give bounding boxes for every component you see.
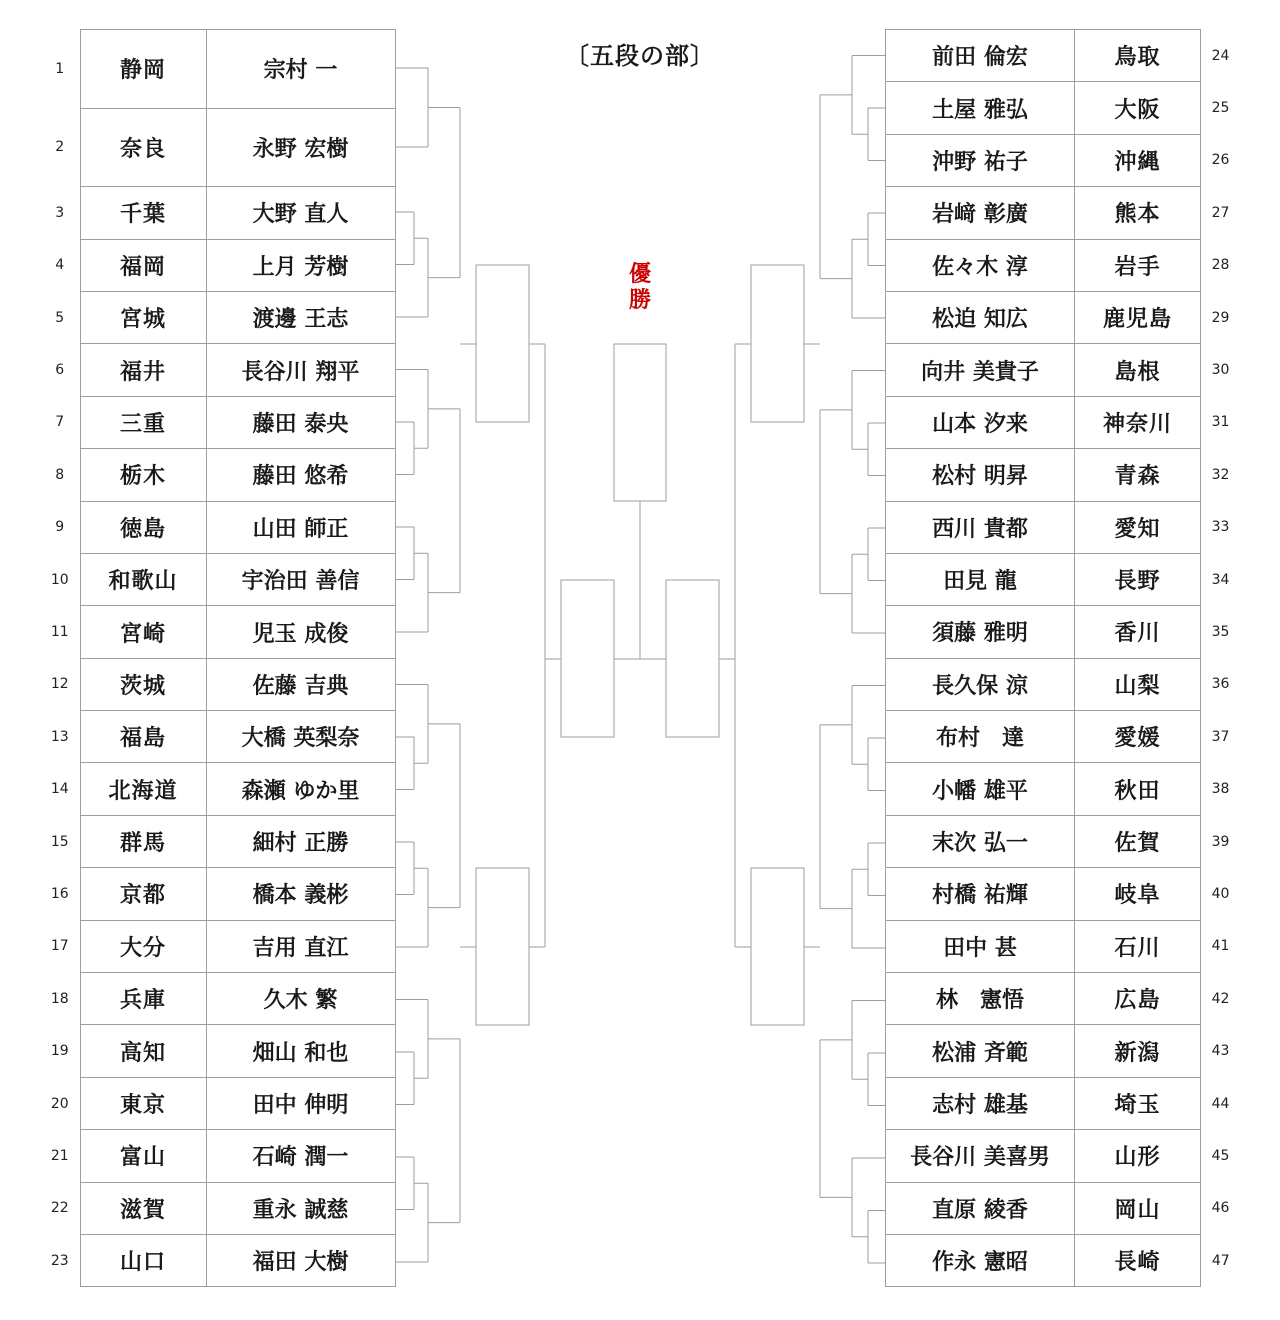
player-row [40, 815, 395, 867]
prefecture: 長野 [1075, 553, 1201, 605]
player-name: 吉用 直江 [206, 920, 395, 972]
player-name: 小幡 雄平 [886, 763, 1075, 815]
seed-number: 29 [1211, 309, 1230, 326]
left-players-table [40, 29, 396, 1287]
player-name: 森瀬 ゆか里 [206, 763, 395, 815]
prefecture: 岐阜 [1075, 868, 1201, 920]
prefecture: 千葉 [80, 187, 206, 239]
player-name: 林 憲悟 [886, 973, 1075, 1025]
player-row [40, 868, 395, 920]
player-row [40, 1130, 395, 1182]
player-name: 藤田 悠希 [206, 449, 395, 501]
prefecture: 熊本 [1075, 187, 1201, 239]
prefecture: 高知 [80, 1025, 206, 1077]
prefecture: 茨城 [80, 658, 206, 710]
prefecture: 東京 [80, 1077, 206, 1129]
bracket-box [614, 344, 666, 501]
player-name: 田中 伸明 [206, 1077, 395, 1129]
player-name: 児玉 成俊 [206, 606, 395, 658]
player-name: 山本 汐来 [886, 396, 1075, 448]
player-row [886, 606, 1241, 658]
prefecture: 愛媛 [1075, 711, 1201, 763]
prefecture: 岡山 [1075, 1182, 1201, 1234]
player-name: 佐々木 淳 [886, 239, 1075, 291]
seed-number: 41 [1211, 938, 1230, 955]
player-name: 松迫 知広 [886, 291, 1075, 343]
prefecture: 大分 [80, 920, 206, 972]
player-row [40, 239, 395, 291]
player-name: 田中 甚 [886, 920, 1075, 972]
prefecture: 和歌山 [80, 553, 206, 605]
player-name: 上月 芳樹 [206, 239, 395, 291]
player-row [40, 553, 395, 605]
prefecture: 徳島 [80, 501, 206, 553]
seed-number: 28 [1211, 257, 1230, 274]
player-name: 沖野 祐子 [886, 134, 1075, 186]
player-row [886, 1234, 1241, 1286]
player-row [40, 973, 395, 1025]
seed-number: 10 [50, 571, 69, 588]
seed-number: 33 [1211, 519, 1230, 536]
player-row [40, 711, 395, 763]
player-row [40, 108, 395, 187]
player-row [886, 187, 1241, 239]
prefecture: 愛知 [1075, 501, 1201, 553]
player-row [40, 1235, 395, 1287]
player-row [40, 920, 395, 972]
seed-number: 22 [50, 1200, 69, 1217]
prefecture: 福島 [80, 711, 206, 763]
player-name: 畑山 和也 [206, 1025, 395, 1077]
player-name: 橋本 義彬 [206, 868, 395, 920]
prefecture: 神奈川 [1075, 396, 1201, 448]
seed-number: 12 [50, 676, 69, 693]
player-name: 宇治田 善信 [206, 553, 395, 605]
prefecture: 岩手 [1075, 239, 1201, 291]
player-name: 大野 直人 [206, 187, 395, 239]
prefecture: 秋田 [1075, 763, 1201, 815]
player-row [40, 1025, 395, 1077]
seed-number: 42 [1211, 990, 1230, 1007]
player-row [40, 30, 395, 109]
player-name: 佐藤 吉典 [206, 658, 395, 710]
player-row [40, 763, 395, 815]
player-row [886, 763, 1241, 815]
bracket-box [751, 265, 804, 422]
player-name: 向井 美貴子 [886, 344, 1075, 396]
player-row [886, 239, 1241, 291]
seed-number: 17 [50, 938, 69, 955]
player-row [886, 1025, 1241, 1077]
seed-number: 7 [55, 414, 65, 431]
player-row [886, 868, 1241, 920]
player-name: 福田 大樹 [206, 1235, 395, 1287]
seed-number: 14 [50, 781, 69, 798]
prefecture: 山梨 [1075, 658, 1201, 710]
seed-number: 30 [1211, 362, 1230, 379]
prefecture: 佐賀 [1075, 815, 1201, 867]
player-row [886, 658, 1241, 710]
player-row [886, 291, 1241, 343]
player-row [886, 134, 1241, 186]
seed-number: 23 [50, 1252, 69, 1269]
prefecture: 島根 [1075, 344, 1201, 396]
seed-number: 39 [1211, 833, 1230, 850]
player-row [40, 1182, 395, 1234]
bracket-box [561, 580, 614, 737]
seed-number: 43 [1211, 1043, 1230, 1060]
seed-number: 4 [55, 257, 65, 274]
prefecture: 福岡 [80, 239, 206, 291]
player-name: 須藤 雅明 [886, 606, 1075, 658]
prefecture: 青森 [1075, 449, 1201, 501]
player-row [886, 501, 1241, 553]
seed-number: 19 [50, 1043, 69, 1060]
page-title: 〔五段の部〕 [565, 42, 715, 70]
seed-number: 16 [50, 885, 69, 902]
seed-number: 35 [1211, 623, 1230, 640]
player-row [886, 1182, 1241, 1234]
player-name: 志村 雄基 [886, 1077, 1075, 1129]
prefecture: 長崎 [1075, 1234, 1201, 1286]
prefecture: 宮崎 [80, 606, 206, 658]
player-name: 重永 誠慈 [206, 1182, 395, 1234]
seed-number: 37 [1211, 728, 1230, 745]
player-name: 長谷川 翔平 [206, 344, 395, 396]
seed-number: 11 [50, 624, 69, 640]
player-row [886, 30, 1241, 82]
prefecture: 大阪 [1075, 82, 1201, 134]
player-row [40, 1077, 395, 1129]
seed-number: 31 [1211, 414, 1230, 431]
player-row [40, 449, 395, 501]
right-players-table [885, 29, 1241, 1287]
prefecture: 山口 [80, 1235, 206, 1287]
prefecture: 埼玉 [1075, 1077, 1201, 1129]
prefecture: 鳥取 [1075, 30, 1201, 82]
player-name: 細村 正勝 [206, 815, 395, 867]
prefecture: 三重 [80, 396, 206, 448]
player-name: 石崎 潤一 [206, 1130, 395, 1182]
bracket-box [666, 580, 719, 737]
seed-number: 24 [1211, 47, 1230, 64]
player-name: 山田 師正 [206, 501, 395, 553]
player-name: 田見 龍 [886, 553, 1075, 605]
seed-number: 38 [1211, 781, 1230, 798]
player-name: 長谷川 美喜男 [886, 1130, 1075, 1182]
prefecture: 鹿児島 [1075, 291, 1201, 343]
bracket-box [476, 868, 529, 1025]
prefecture: 富山 [80, 1130, 206, 1182]
player-row [40, 291, 395, 343]
seed-number: 6 [55, 362, 65, 379]
player-name: 藤田 泰央 [206, 396, 395, 448]
player-row [40, 606, 395, 658]
seed-number: 36 [1211, 676, 1230, 693]
seed-number: 44 [1211, 1095, 1230, 1112]
seed-number: 5 [55, 309, 65, 326]
player-row [886, 449, 1241, 501]
player-row [886, 553, 1241, 605]
player-name: 前田 倫宏 [886, 30, 1075, 82]
player-row [886, 711, 1241, 763]
player-name: 長久保 涼 [886, 658, 1075, 710]
prefecture: 福井 [80, 344, 206, 396]
seed-number: 15 [50, 833, 69, 850]
player-name: 渡邊 王志 [206, 291, 395, 343]
seed-number: 8 [55, 466, 65, 483]
prefecture: 山形 [1075, 1130, 1201, 1182]
prefecture: 群馬 [80, 815, 206, 867]
seed-number: 3 [55, 204, 65, 221]
player-row [886, 815, 1241, 867]
player-name: 作永 憲昭 [886, 1234, 1075, 1286]
seed-number: 13 [50, 728, 69, 745]
prefecture: 沖縄 [1075, 134, 1201, 186]
prefecture: 北海道 [80, 763, 206, 815]
player-name: 大橋 英梨奈 [206, 711, 395, 763]
seed-number: 21 [50, 1147, 69, 1164]
seed-number: 34 [1211, 571, 1230, 588]
prefecture: 滋賀 [80, 1182, 206, 1234]
prefecture: 香川 [1075, 606, 1201, 658]
player-name: 宗村 一 [206, 30, 395, 109]
player-name: 永野 宏樹 [206, 108, 395, 187]
seed-number: 45 [1211, 1147, 1230, 1164]
seed-number: 40 [1211, 885, 1230, 902]
seed-number: 18 [50, 990, 69, 1007]
prefecture: 宮城 [80, 291, 206, 343]
player-name: 末次 弘一 [886, 815, 1075, 867]
player-row [40, 344, 395, 396]
prefecture: 新潟 [1075, 1025, 1201, 1077]
prefecture: 奈良 [80, 108, 206, 187]
prefecture: 石川 [1075, 920, 1201, 972]
seed-number: 1 [55, 60, 65, 77]
player-name: 松村 明昇 [886, 449, 1075, 501]
seed-number: 27 [1211, 204, 1230, 221]
seed-number: 20 [50, 1095, 69, 1112]
player-name: 西川 貴都 [886, 501, 1075, 553]
player-row [40, 658, 395, 710]
player-row [886, 1130, 1241, 1182]
seed-number: 2 [55, 139, 65, 156]
player-name: 久木 繁 [206, 973, 395, 1025]
champion-label: 優勝 [628, 262, 651, 313]
player-row [40, 501, 395, 553]
bracket-box [476, 265, 529, 422]
player-name: 岩﨑 彰廣 [886, 187, 1075, 239]
player-name: 松浦 斉範 [886, 1025, 1075, 1077]
player-row [886, 82, 1241, 134]
player-row [886, 973, 1241, 1025]
seed-number: 47 [1211, 1252, 1230, 1269]
prefecture: 栃木 [80, 449, 206, 501]
player-row [886, 344, 1241, 396]
player-name: 布村 達 [886, 711, 1075, 763]
seed-number: 46 [1211, 1200, 1230, 1217]
player-row [40, 396, 395, 448]
player-row [886, 1077, 1241, 1129]
prefecture: 兵庫 [80, 973, 206, 1025]
seed-number: 26 [1211, 152, 1230, 169]
seed-number: 9 [55, 519, 65, 536]
player-name: 村橋 祐輝 [886, 868, 1075, 920]
seed-number: 32 [1211, 466, 1230, 483]
player-name: 土屋 雅弘 [886, 82, 1075, 134]
player-name: 直原 綾香 [886, 1182, 1075, 1234]
bracket-box [751, 868, 804, 1025]
prefecture: 静岡 [80, 30, 206, 109]
player-row [40, 187, 395, 239]
prefecture: 京都 [80, 868, 206, 920]
prefecture: 広島 [1075, 973, 1201, 1025]
player-row [886, 920, 1241, 972]
seed-number: 25 [1211, 100, 1230, 117]
player-row [886, 396, 1241, 448]
